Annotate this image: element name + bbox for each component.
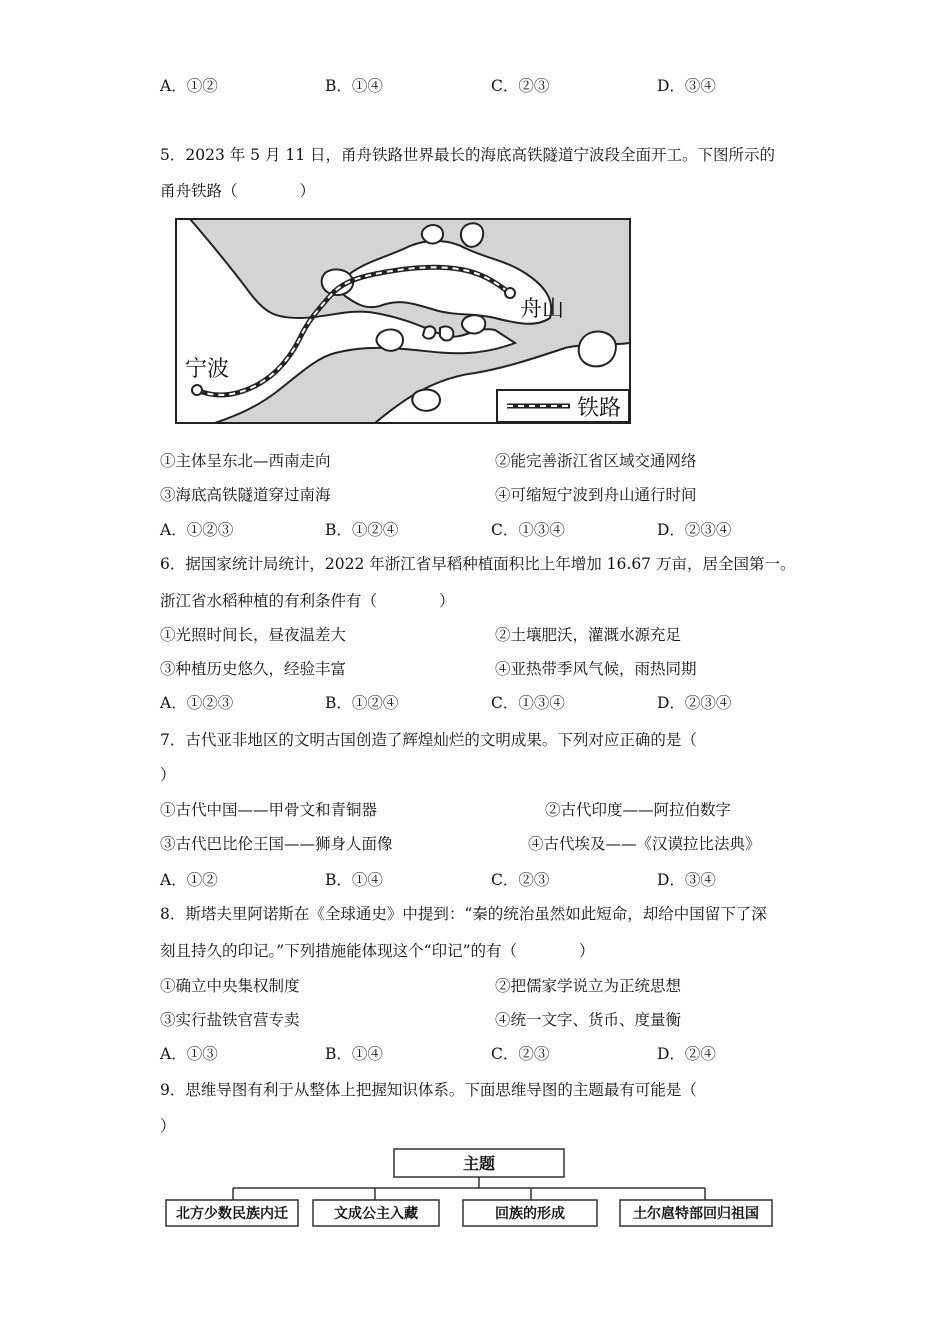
legend-label: 铁路 (577, 396, 622, 421)
q6-statement-2: ②土壤肥沃，灌溉水源充足 (495, 626, 682, 644)
ningbo-station-marker (192, 385, 202, 395)
label-zhoushan: 舟山 (520, 297, 565, 322)
mind-map-child-label: 回族的形成 (495, 1206, 565, 1222)
island (376, 329, 403, 350)
q6-option-c: C．①③④ (491, 694, 565, 712)
q5-stem-line1: 5．2023 年 5 月 11 日，甬舟铁路世界最长的海底高铁隧道宁波段全面开工。下图所示的 (160, 146, 776, 164)
railway-map (175, 218, 631, 424)
q8-statement-3: ③实行盐铁官营专卖 (160, 1011, 300, 1029)
q5-stem-line2: 甬舟铁路（ ） (160, 182, 316, 200)
q5-option-a: A．①②③ (160, 521, 234, 539)
label-ningbo: 宁波 (185, 357, 230, 382)
q4-option-a: A．①② (160, 77, 218, 95)
q7-stem-line1: 7．古代亚非地区的文明古国创造了辉煌灿烂的文明成果。下列对应正确的是（ (160, 731, 697, 749)
island (423, 326, 435, 338)
q8-statement-2: ②把儒家学说立为正统思想 (495, 977, 682, 995)
q4-option-d: D．③④ (657, 77, 716, 95)
q7-statement-2: ②古代印度——阿拉伯数字 (545, 801, 732, 819)
island (412, 389, 440, 410)
q9-stem-line2: ） (160, 1117, 176, 1135)
q5-statement-3: ③海底高铁隧道穿过南海 (160, 486, 331, 504)
island (422, 225, 443, 243)
q5-statement-1: ①主体呈东北—西南走向 (160, 452, 331, 470)
q7-option-b: B．①④ (325, 871, 383, 889)
zhoushan-station-marker (505, 288, 515, 298)
mind-map-child-label: 北方少数民族内迁 (176, 1206, 288, 1222)
q4-option-c: C．②③ (491, 77, 550, 95)
island (461, 223, 483, 247)
q8-statement-1: ①确立中央集权制度 (160, 977, 300, 995)
q6-statement-1: ①光照时间长，昼夜温差大 (160, 626, 347, 644)
q6-statement-4: ④亚热带季风气候，雨热同期 (495, 660, 697, 678)
q8-option-b: B．①④ (325, 1045, 383, 1063)
mind-map (165, 1148, 775, 1230)
q6-option-a: A．①②③ (160, 694, 234, 712)
q7-statement-3: ③古代巴比伦王国——狮身人面像 (160, 835, 393, 853)
q5-option-b: B．①②④ (325, 521, 399, 539)
q5-option-c: C．①③④ (491, 521, 565, 539)
q8-statement-4: ④统一文字、货币、度量衡 (495, 1011, 682, 1029)
q6-option-d: D．②③④ (657, 694, 732, 712)
q6-stem-line1: 6．据国家统计局统计，2022 年浙江省早稻种植面积比上年增加 16.67 万亩，居全国第一。 (160, 555, 796, 573)
q4-option-b: B．①④ (325, 77, 383, 95)
island (462, 315, 485, 333)
q7-stem-line2: ） (160, 766, 176, 784)
q9-stem-line1: 9．思维导图有利于从整体上把握知识体系。下面思维导图的主题最有可能是（ (160, 1081, 697, 1099)
q5-statement-4: ④可缩短宁波到舟山通行时间 (495, 486, 697, 504)
q7-option-d: D．③④ (657, 871, 716, 889)
q8-stem-line1: 8．斯塔夫里阿诺斯在《全球通史》中提到：“秦的统治虽然如此短命，却给中国留下了深 (160, 905, 767, 923)
q8-option-d: D．②④ (657, 1045, 716, 1063)
q5-option-d: D．②③④ (657, 521, 732, 539)
q5-statement-2: ②能完善浙江省区域交通网络 (495, 452, 697, 470)
q7-statement-4: ④古代埃及——《汉谟拉比法典》 (528, 835, 761, 853)
q8-stem-line2: 刻且持久的印记。”下列措施能体现这个“印记”的有（ ） (160, 942, 595, 960)
q6-option-b: B．①②④ (325, 694, 399, 712)
q7-option-c: C．②③ (491, 871, 550, 889)
q8-option-a: A．①③ (160, 1045, 218, 1063)
q7-option-a: A．①② (160, 871, 218, 889)
mind-map-child-label: 土尔扈特部回归祖国 (633, 1206, 759, 1222)
mind-map-child-label: 文成公主入藏 (334, 1206, 418, 1222)
island (440, 326, 453, 340)
q7-statement-1: ①古代中国——甲骨文和青铜器 (160, 801, 378, 819)
q6-statement-3: ③种植历史悠久，经验丰富 (160, 660, 347, 678)
q6-stem-line2: 浙江省水稻种植的有利条件有（ ） (160, 592, 455, 610)
q8-option-c: C．②③ (491, 1045, 550, 1063)
mind-map-root-label: 主题 (462, 1154, 496, 1173)
island (579, 332, 616, 367)
